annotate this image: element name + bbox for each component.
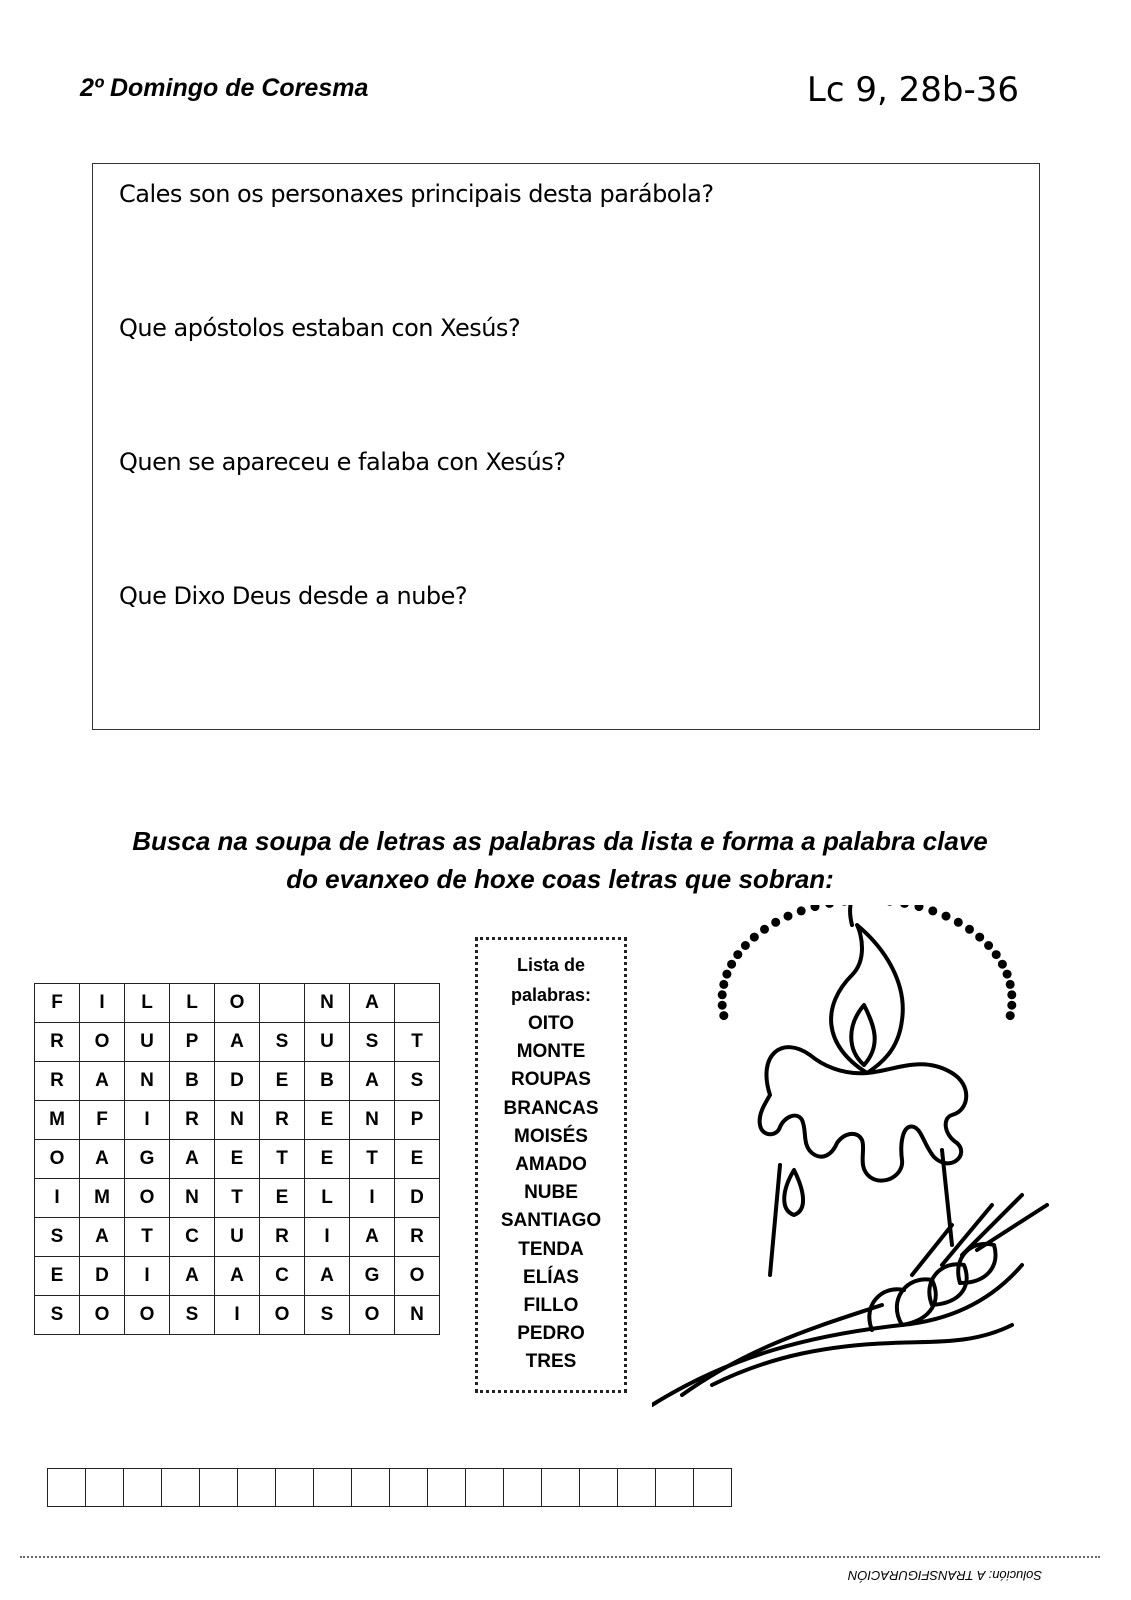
- answer-letter-box[interactable]: [618, 1469, 656, 1506]
- answer-letter-box[interactable]: [428, 1469, 466, 1506]
- grid-cell: [260, 984, 305, 1023]
- grid-cell: E: [260, 1062, 305, 1101]
- halo-dot: [760, 925, 769, 934]
- word-list-item: AMADO: [515, 1154, 587, 1176]
- question-4: Que Dixo Deus desde a nube?: [119, 582, 468, 610]
- grid-cell: L: [125, 984, 170, 1023]
- candle-illustration: [652, 905, 1052, 1425]
- grid-cell: O: [80, 1296, 125, 1335]
- grid-cell: N: [395, 1296, 440, 1335]
- grid-cell: O: [35, 1140, 80, 1179]
- grid-row: [35, 1062, 440, 1101]
- grid-cell: T: [350, 1140, 395, 1179]
- halo-dot: [1003, 970, 1012, 979]
- halo-dot: [825, 905, 834, 908]
- halo-dot: [1007, 1001, 1016, 1010]
- grid-cell: L: [305, 1179, 350, 1218]
- halo-dot: [954, 918, 963, 927]
- grid-cell: G: [125, 1140, 170, 1179]
- question-3: Quen se apareceu e falaba con Xesús?: [119, 448, 566, 476]
- answer-letter-box[interactable]: [504, 1469, 542, 1506]
- word-list-item: NUBE: [524, 1182, 578, 1204]
- grid-cell: I: [350, 1179, 395, 1218]
- grid-cell: S: [350, 1023, 395, 1062]
- answer-letter-box[interactable]: [314, 1469, 352, 1506]
- grid-cell: I: [35, 1179, 80, 1218]
- grid-cell: R: [395, 1218, 440, 1257]
- grid-cell: E: [395, 1140, 440, 1179]
- grid-cell: F: [35, 984, 80, 1023]
- instructions-line-2: do evanxeo de hoxe coas letras que sobran:: [286, 864, 834, 894]
- halo-dot: [928, 906, 937, 915]
- answer-letter-box[interactable]: [352, 1469, 390, 1506]
- halo-dot: [992, 950, 1001, 959]
- footer-divider: [20, 1556, 1100, 1558]
- grid-cell: D: [215, 1062, 260, 1101]
- grid-cell: U: [305, 1023, 350, 1062]
- page-title: 2º Domingo de Coresma: [80, 74, 369, 102]
- question-1: Cales son os personaxes principais desta parábola?: [119, 180, 714, 208]
- grid-cell: A: [170, 1257, 215, 1296]
- halo-dot: [885, 905, 894, 906]
- halo-dot: [840, 905, 849, 906]
- answer-letter-box[interactable]: [86, 1469, 124, 1506]
- grid-cell: N: [215, 1101, 260, 1140]
- halo-dot: [942, 912, 951, 921]
- answer-letter-box[interactable]: [162, 1469, 200, 1506]
- halo-dot: [719, 1011, 728, 1020]
- grid-cell: R: [170, 1101, 215, 1140]
- halo-dot: [741, 941, 750, 950]
- grid-cell: A: [215, 1023, 260, 1062]
- solution-text: Solución: A TRANSFIGURACIÓN: [848, 1568, 1043, 1583]
- grid-row: [35, 984, 440, 1023]
- word-list-title: Lista de palabras:: [510, 955, 592, 1005]
- grid-cell: S: [305, 1296, 350, 1335]
- grid-cell: O: [125, 1296, 170, 1335]
- grid-cell: O: [395, 1257, 440, 1296]
- grid-cell: T: [395, 1023, 440, 1062]
- grid-cell: T: [125, 1218, 170, 1257]
- halo-dot: [722, 970, 731, 979]
- halo-dot: [727, 960, 736, 969]
- halo-dot: [811, 905, 820, 911]
- instructions: [60, 822, 1060, 898]
- halo-dot: [719, 980, 728, 989]
- grid-cell: D: [80, 1257, 125, 1296]
- grid-cell: S: [170, 1296, 215, 1335]
- word-list-item: PEDRO: [517, 1323, 585, 1345]
- grid-cell: A: [305, 1257, 350, 1296]
- word-list-item: MONTE: [516, 1041, 586, 1063]
- grid-row: [35, 1023, 440, 1062]
- grid-cell: F: [80, 1101, 125, 1140]
- grid-row: [35, 1179, 440, 1218]
- word-list-item: TRES: [525, 1351, 577, 1373]
- grid-row: [35, 1218, 440, 1257]
- grid-cell: A: [80, 1218, 125, 1257]
- grid-cell: R: [35, 1062, 80, 1101]
- grid-cell: C: [170, 1218, 215, 1257]
- halo-dot: [797, 906, 806, 915]
- halo-dot: [998, 960, 1007, 969]
- halo-dot: [784, 912, 793, 921]
- word-list: [478, 1010, 624, 1377]
- grid-cell: I: [125, 1101, 170, 1140]
- word-list-item: MOISÉS: [514, 1125, 588, 1147]
- question-2: Que apóstolos estaban con Xesús?: [119, 314, 521, 342]
- halo-dot: [718, 1001, 727, 1010]
- answer-letter-box[interactable]: [200, 1469, 238, 1506]
- word-list-item: BRANCAS: [503, 1097, 599, 1119]
- grid-cell: O: [215, 984, 260, 1023]
- gospel-reference: Lc 9, 28b-36: [806, 70, 1019, 110]
- grid-cell: B: [305, 1062, 350, 1101]
- grid-cell: S: [35, 1218, 80, 1257]
- grid-cell: U: [125, 1023, 170, 1062]
- halo-dot: [1006, 1011, 1015, 1020]
- halo-dots: [718, 905, 1017, 1020]
- grid-cell: O: [260, 1296, 305, 1335]
- halo-dot: [900, 905, 909, 908]
- halo-dot: [718, 990, 727, 999]
- grid-cell: S: [395, 1062, 440, 1101]
- grid-cell: N: [305, 984, 350, 1023]
- word-list-item: ROUPAS: [511, 1069, 591, 1091]
- grid-row: [35, 1296, 440, 1335]
- grid-cell: B: [170, 1062, 215, 1101]
- grid-cell: M: [80, 1179, 125, 1218]
- halo-dot: [1007, 990, 1016, 999]
- grid-cell: A: [80, 1062, 125, 1101]
- answer-letter-box[interactable]: [542, 1469, 580, 1506]
- answer-letter-box[interactable]: [124, 1469, 162, 1506]
- grid-cell: S: [35, 1296, 80, 1335]
- questions-box: [92, 163, 1040, 730]
- grid-cell: A: [80, 1140, 125, 1179]
- grid-cell: E: [260, 1179, 305, 1218]
- word-list-item: TENDA: [518, 1238, 584, 1260]
- grid-row: [35, 1257, 440, 1296]
- word-search-grid: [34, 983, 440, 1335]
- grid-cell: P: [395, 1101, 440, 1140]
- grid-cell: L: [170, 984, 215, 1023]
- grid-cell: I: [215, 1296, 260, 1335]
- answer-letter-box[interactable]: [276, 1469, 314, 1506]
- grid-cell: N: [170, 1179, 215, 1218]
- word-list-box: [475, 937, 627, 1393]
- grid-cell: E: [215, 1140, 260, 1179]
- grid-cell: A: [170, 1140, 215, 1179]
- grid-cell: R: [35, 1023, 80, 1062]
- word-list-item: SANTIAGO: [500, 1210, 602, 1232]
- grid-cell: M: [35, 1101, 80, 1140]
- halo-dot: [984, 941, 993, 950]
- grid-cell: R: [260, 1101, 305, 1140]
- grid-cell: S: [260, 1023, 305, 1062]
- grid-row: [35, 1101, 440, 1140]
- halo-dot: [965, 925, 974, 934]
- halo-dot: [771, 918, 780, 927]
- grid-cell: A: [215, 1257, 260, 1296]
- grid-cell: O: [350, 1296, 395, 1335]
- grid-cell: A: [350, 1218, 395, 1257]
- grid-cell: E: [35, 1257, 80, 1296]
- answer-letter-box[interactable]: [390, 1469, 428, 1506]
- grid-cell: T: [215, 1179, 260, 1218]
- answer-letter-box[interactable]: [466, 1469, 504, 1506]
- grid-cell: N: [350, 1101, 395, 1140]
- grid-cell: A: [350, 984, 395, 1023]
- grid-cell: I: [125, 1257, 170, 1296]
- grid-cell: I: [80, 984, 125, 1023]
- grid-cell: N: [125, 1062, 170, 1101]
- word-list-item: FILLO: [523, 1295, 579, 1317]
- answer-boxes[interactable]: [47, 1468, 732, 1507]
- grid-cell: G: [350, 1257, 395, 1296]
- answer-letter-box[interactable]: [238, 1469, 276, 1506]
- grid-cell: R: [260, 1218, 305, 1257]
- grid-cell: U: [215, 1218, 260, 1257]
- halo-dot: [750, 933, 759, 942]
- grid-cell: [395, 984, 440, 1023]
- instructions-line-1: Busca na soupa de letras as palabras da lista e forma a palabra clave: [132, 826, 988, 856]
- grid-cell: O: [125, 1179, 170, 1218]
- halo-dot: [975, 933, 984, 942]
- word-list-item: ELÍAS: [523, 1266, 579, 1288]
- grid-row: [35, 1140, 440, 1179]
- grid-cell: O: [80, 1023, 125, 1062]
- halo-dot: [733, 950, 742, 959]
- grid-cell: E: [305, 1101, 350, 1140]
- word-list-item: OITO: [527, 1013, 575, 1034]
- halo-dot: [1006, 980, 1015, 989]
- grid-cell: I: [305, 1218, 350, 1257]
- answer-letter-box[interactable]: [48, 1469, 86, 1506]
- grid-cell: C: [260, 1257, 305, 1296]
- grid-cell: T: [260, 1140, 305, 1179]
- grid-cell: A: [350, 1062, 395, 1101]
- answer-letter-box[interactable]: [656, 1469, 694, 1506]
- grid-cell: P: [170, 1023, 215, 1062]
- answer-letter-box[interactable]: [694, 1469, 732, 1506]
- grid-cell: D: [395, 1179, 440, 1218]
- answer-letter-box[interactable]: [580, 1469, 618, 1506]
- halo-dot: [915, 905, 924, 911]
- grid-cell: E: [305, 1140, 350, 1179]
